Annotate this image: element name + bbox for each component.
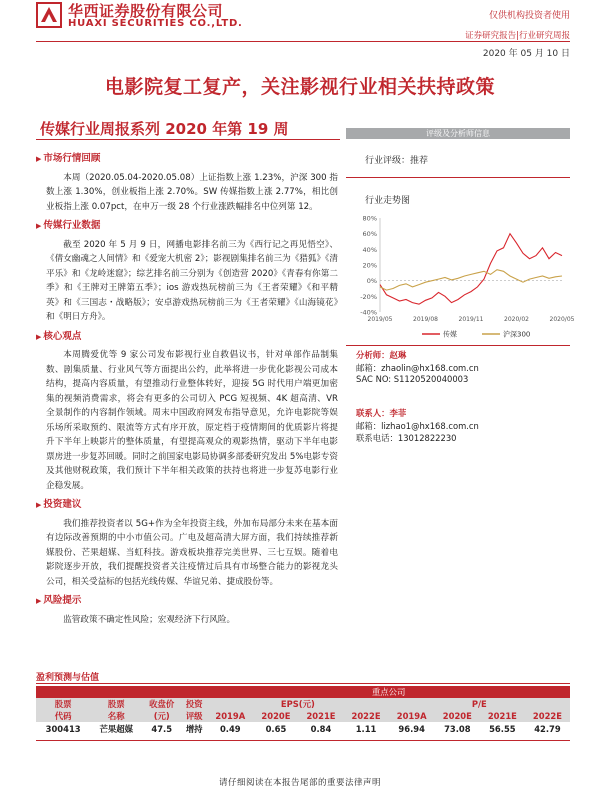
- triangle-bullet-icon: ▶: [36, 332, 42, 341]
- table-header: 投资: [181, 698, 207, 710]
- y-tick-label: -20%: [360, 292, 377, 301]
- x-tick-label: 2019/08: [413, 316, 438, 323]
- valuation-table: [36, 686, 570, 736]
- contact-name: 联系人：李菲: [356, 408, 407, 418]
- legend-label: 沪深300: [503, 330, 531, 339]
- table-header: EPS(元): [207, 698, 388, 710]
- y-tick-label: -40%: [360, 308, 377, 317]
- table-cell: 芒果超媒: [99, 724, 133, 734]
- section-text-invest: 我们推荐投资者以 5G+作为全年投资主线，外加布局部分未来在基本面有边际改善预期的中小市值公司。广电及超高清大屏方面，我们持续推荐新媒股份、芒果超媒、当虹科技。游戏板块推荐完美世界、三七互娱。随着电影院逐步开放，我们提醒投资者关注疫情过后具有市场整合能力的影视龙头公司，相关受益标的包括光线传媒、华谊兄弟、捷成股份等。: [46, 518, 338, 587]
- table-header: 评级: [181, 710, 207, 722]
- y-tick-label: 40%: [362, 245, 377, 254]
- y-tick-label: 0%: [366, 277, 377, 286]
- x-tick-label: 2020/02: [504, 316, 529, 323]
- table-cell: 0.65: [265, 724, 287, 734]
- sidebar-header: 评级及分析师信息: [346, 128, 570, 139]
- section-text-market: 本周（2020.05.04-2020.05.08）上证指数上涨 1.23%，沪深 300 指数上涨 1.30%，创业板指上涨 2.70%。SW 传媒指数上涨 2.77%，相比创业板指上涨 0.07pct，在申万一级 28 个行业涨跌幅排名中位列第 12。: [46, 172, 338, 212]
- report-date: 2020 年 05 月 10 日: [482, 49, 570, 59]
- table-header: P/E: [389, 698, 570, 710]
- triangle-bullet-icon: ▶: [36, 155, 42, 163]
- triangle-bullet-icon: ▶: [36, 501, 42, 509]
- series-line-1: [380, 270, 562, 290]
- table-cell: 56.55: [489, 724, 516, 734]
- table-header: 代码: [36, 710, 90, 722]
- table-header: 股票: [90, 698, 142, 710]
- report-subtitle: 传媒行业周报系列 2020 年第 19 周: [40, 120, 289, 138]
- section-text-core: 本周腾爱优等 9 家公司发布影视行业自救倡议书，针对单部作品制集数、剧集质量、行业风气等方面提出公约，此举将进一步优化影视公司成本结构，提高内容质量，有望推动行业整体转好，迎接 5G 时代用户端更加密集的视频消费需求，将会有更多的公司切入 PCG 短视频、4K 超高清、VR 全景制作的内容制作领域。周末中国政府网发布指导意见，允许电影院等娱乐场所采取预约、限流等方式有序开放，原定档于疫情期间的优质影片将提升下半年上映影片的整体质量，有望提高观众的观影热情，驱动下半年电影票房进一步复苏回暖。同时之前国家电影局协调多部委研究发出 5%电影专资及其他财税政策，我们预计下半年相关政策的扶持也将进一步复苏电影行业企稳发展。: [46, 350, 338, 491]
- table-cell: 73.08: [444, 724, 471, 734]
- contact-email[interactable]: 邮箱：lizhao1@hx168.com.cn: [356, 421, 479, 431]
- audience-note: 仅供机构投资者使用: [488, 11, 570, 21]
- table-band-row: [36, 686, 570, 698]
- company-name-en: HUAXI SECURITIES CO.,LTD.: [68, 18, 243, 29]
- table-title: 盈利预测与估值: [36, 673, 100, 683]
- table-cell: 0.49: [219, 724, 241, 734]
- y-tick-label: 60%: [362, 230, 377, 239]
- report-body: [36, 150, 338, 632]
- table-header: (元): [142, 710, 181, 722]
- section-text-risk: 监管政策不确定性风险；宏观经济下行风险。: [63, 614, 236, 625]
- table-header: 2021E: [480, 710, 525, 722]
- table-row: [36, 722, 570, 736]
- company-name-cn: 华西证券股份有限公司: [68, 2, 224, 20]
- trend-chart-label: 行业走势图: [365, 196, 411, 206]
- table-header: 收盘价: [142, 698, 181, 710]
- triangle-bullet-icon: ▶: [36, 222, 42, 230]
- report-title: 电影院复工复产，关注影视行业相关扶持政策: [104, 76, 495, 98]
- table-cell: 96.94: [398, 724, 425, 734]
- legend-label: 传媒: [443, 330, 457, 339]
- y-tick-label: 20%: [362, 261, 377, 270]
- table-cell: 300413: [45, 724, 81, 734]
- y-tick-label: 80%: [362, 214, 377, 223]
- x-tick-label: 2020/05: [549, 316, 575, 323]
- industry-rating: 行业评级：推荐: [365, 156, 429, 166]
- section-heading-risk: ▶ 风险提示: [36, 595, 82, 606]
- table-header-row-2: [36, 710, 570, 722]
- table-header: 2020E: [435, 710, 480, 722]
- series-line-0: [380, 234, 562, 305]
- section-text-data: 截至 2020 年 5 月 9 日，网播电影排名前三为《西行记之再见悟空》、《倩女幽魂之人间情》和《爱宠大机密 2》；影视剧集排名前三为《猎狐》《清平乐》和《龙岭迷窟》；综艺排名前三分别为《创造营 2020》《青春有你第二季》和《王牌对王牌第五季》；ios 游戏热玩榜前三为《王者荣耀》《和平精英》和《三国志・战略版》；安卓游戏热玩榜前三为《王者荣耀》《山海镜花》和《明日方舟》。: [46, 239, 338, 322]
- section-heading-market: ▶ 市场行情回顾: [36, 153, 101, 164]
- sidebar-divider: [346, 177, 570, 178]
- table-cell: 1.11: [355, 724, 377, 734]
- table-band: 重点公司: [207, 686, 570, 698]
- table-cell: 47.5: [151, 724, 173, 734]
- table-header: 2020E: [253, 710, 298, 722]
- section-heading-invest: ▶ 投资建议: [36, 499, 82, 510]
- x-tick-label: 2019/05: [367, 316, 393, 323]
- analyst-sac: SAC NO: S1120520040003: [356, 374, 469, 384]
- table-header-row-1: [36, 698, 570, 710]
- table-bottom-divider: [36, 740, 570, 741]
- report-type: 证券研究报告|行业研究周报: [465, 31, 570, 41]
- table-top-divider: [36, 683, 570, 684]
- contact-phone: 联系电话：13012822230: [356, 433, 457, 443]
- x-tick-label: 2019/11: [458, 316, 484, 323]
- triangle-bullet-icon: ▶: [36, 597, 42, 605]
- table-header: 2019A: [389, 710, 435, 722]
- table-header: 2022E: [525, 710, 570, 722]
- table-header: 名称: [90, 710, 142, 722]
- analyst-email[interactable]: 邮箱：zhaolin@hx168.com.cn: [356, 363, 479, 373]
- table-cell: 增持: [185, 724, 203, 734]
- table-header: 2019A: [207, 710, 253, 722]
- header-divider: [36, 41, 570, 42]
- table-header: 股票: [36, 698, 90, 710]
- subtitle-divider: [36, 139, 340, 140]
- company-logo: [36, 2, 62, 28]
- table-header: 2022E: [344, 710, 389, 722]
- section-heading-data: ▶ 传媒行业数据: [36, 220, 101, 231]
- analyst-name: 分析师：赵琳: [356, 350, 407, 360]
- industry-trend-chart: [352, 212, 575, 344]
- sidebar-divider-2: [346, 345, 570, 346]
- legal-footer: 请仔细阅读在本报告尾部的重要法律声明: [218, 778, 381, 788]
- table-cell: 0.84: [310, 724, 332, 734]
- section-heading-core: ▶ 核心观点: [36, 330, 82, 342]
- table-cell: 42.79: [534, 724, 561, 734]
- table-header: 2021E: [298, 710, 343, 722]
